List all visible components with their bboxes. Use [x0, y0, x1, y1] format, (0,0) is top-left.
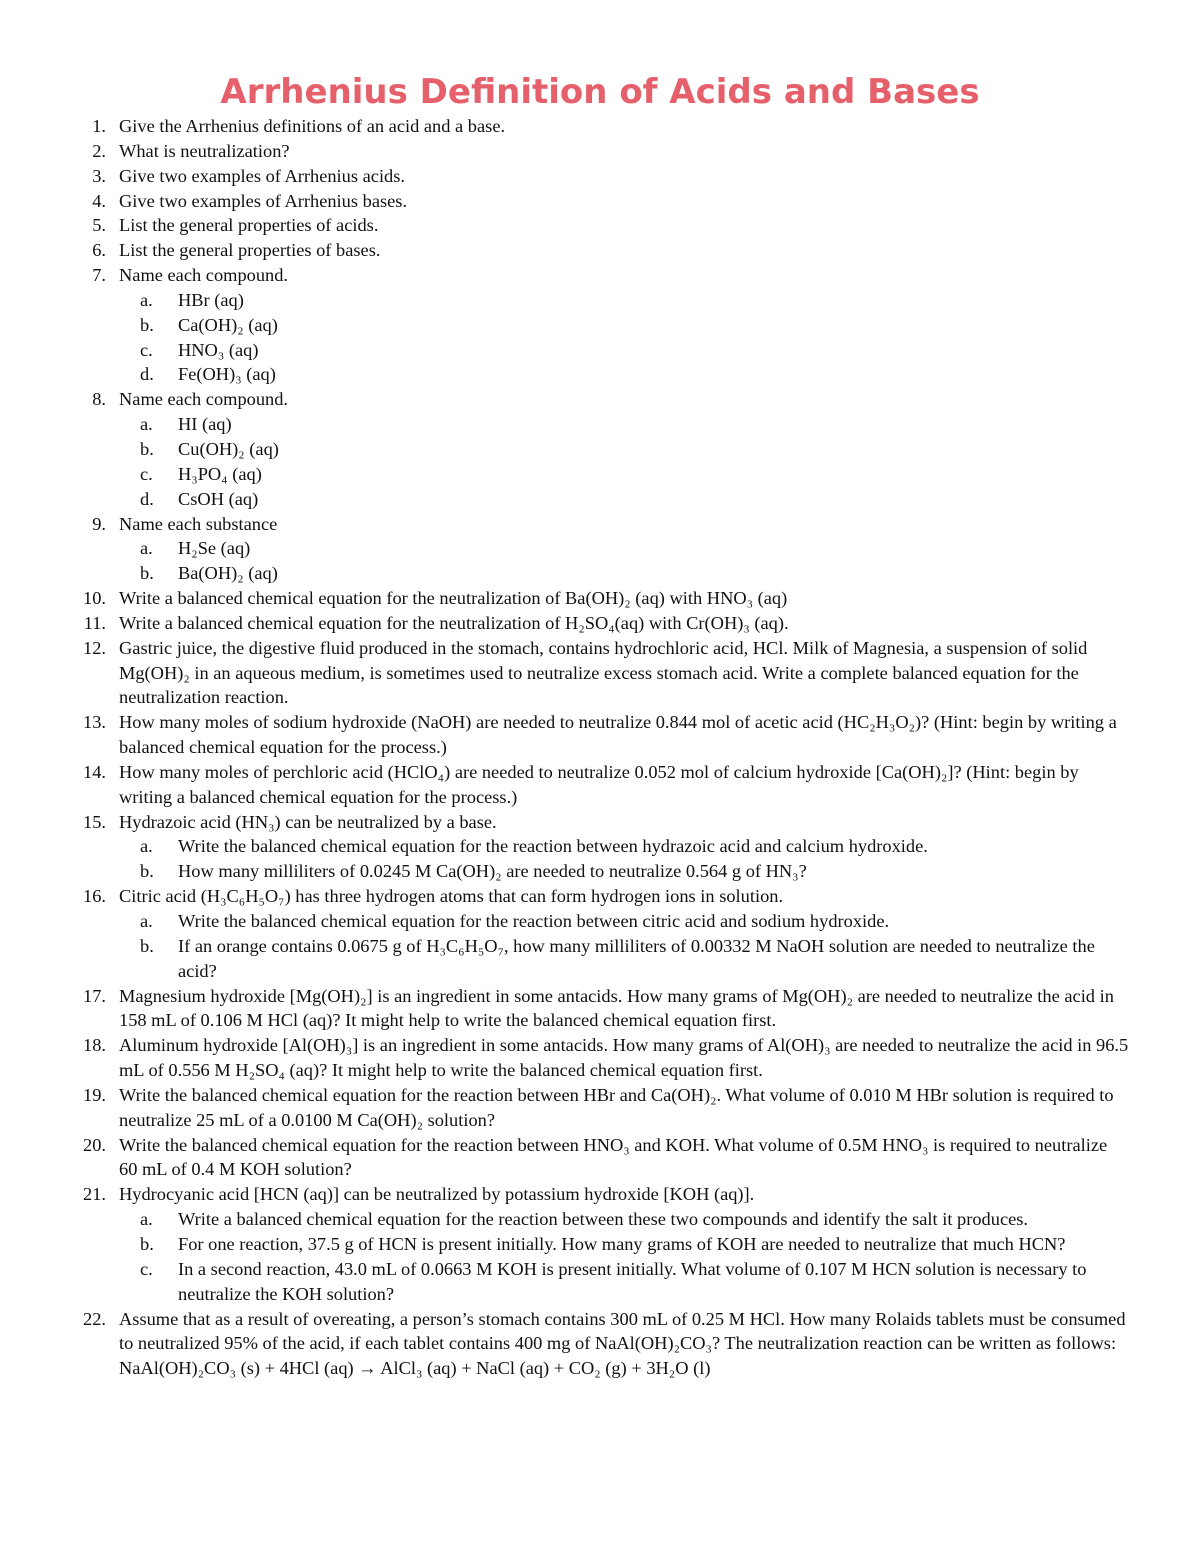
- sub-question-text: CsOH (aq): [178, 488, 259, 509]
- question-number: 21.: [83, 1184, 106, 1205]
- sub-question-letter: b.: [140, 1233, 154, 1254]
- question-text: Name each compound.: [119, 265, 289, 286]
- sub-question-letter: a.: [140, 911, 153, 931]
- sub-question-item: [140, 934, 1130, 984]
- question-text: List the general properties of acids.: [119, 215, 379, 236]
- question-text: What is neutralization?: [119, 140, 290, 161]
- question-number: 10.: [83, 588, 106, 609]
- question-number: 22.: [83, 1308, 106, 1329]
- question-text: Assume that as a result of overeating, a person’s stomach contains 300 mL of 0.25 M HCl. How many Rolaids tablets must be consumed to neutralized 95% of the acid, if each tablet contains 400 mg of NaAl(OH)₂CO₃? The neutralization reaction can be written as follows:: [119, 1308, 1126, 1354]
- sub-question-text: HI (aq): [178, 414, 232, 435]
- sub-question-letter: c.: [140, 1258, 153, 1279]
- question-text: Name each compound.: [119, 389, 289, 410]
- sub-question-letter: b.: [140, 935, 154, 956]
- sub-question-letter: a.: [140, 289, 153, 310]
- question-item: [70, 710, 1130, 760]
- question-item: [70, 139, 1130, 164]
- question-item: [70, 884, 1130, 909]
- question-text: How many moles of perchloric acid (HClO₄) are needed to neutralize 0.052 mol of calcium hydroxide [Ca(OH)₂]? (Hint: begin by writing a balanced chemical equation for the process.): [119, 761, 1079, 807]
- question-item: [70, 586, 1130, 611]
- question-text: Give two examples of Arrhenius acids.: [119, 165, 406, 186]
- question-item: [70, 263, 1130, 288]
- sub-question-text: H₂Se (aq): [178, 538, 251, 559]
- question-number: 2.: [92, 140, 106, 161]
- question-number: 11.: [83, 612, 106, 633]
- question-item: [70, 213, 1130, 238]
- sub-question-text: HNO₃ (aq): [178, 339, 259, 360]
- sub-question-letter: c.: [140, 463, 153, 484]
- question-text: Hydrazoic acid (HN₃) can be neutralized by a base.: [119, 811, 497, 832]
- question-number: 14.: [83, 761, 106, 782]
- question-text: Give the Arrhenius definitions of an acid and a base.: [119, 116, 506, 136]
- sub-question-text: Write the balanced chemical equation for the reaction between hydrazoic acid and calcium hydroxide.: [178, 836, 928, 857]
- sub-question-item: [140, 313, 1130, 338]
- question-item: [70, 810, 1130, 835]
- sub-question-letter: a.: [140, 538, 153, 559]
- question-text: Write the balanced chemical equation for the reaction between HNO₃ and KOH. What volume of 0.5M HNO₃ is required to neutralize 60 mL of 0.4 M KOH solution?: [119, 1134, 1108, 1180]
- question-text: Magnesium hydroxide [Mg(OH)₂] is an ingredient in some antacids. How many grams of Mg(OH)₂ are needed to neutralize the acid in 158 mL of 0.106 M HCl (aq)? It might help to write the balanced chemical equation first.: [119, 985, 1114, 1031]
- question-number: 1.: [92, 116, 106, 136]
- question-number: 16.: [83, 886, 106, 907]
- question-number: 15.: [83, 811, 106, 832]
- sub-question-text: Cu(OH)₂ (aq): [178, 438, 279, 459]
- question-item: [70, 984, 1130, 1034]
- sub-question-item: [140, 462, 1130, 487]
- sub-question-letter: a.: [140, 836, 153, 857]
- sub-question-letter: d.: [140, 488, 154, 509]
- question-item: [70, 760, 1130, 810]
- question-item: [70, 238, 1130, 263]
- question-item: [70, 1133, 1130, 1183]
- question-item: [70, 387, 1130, 412]
- question-number: 3.: [92, 165, 106, 186]
- question-number: 6.: [92, 240, 106, 261]
- question-item: [70, 636, 1130, 711]
- sub-question-letter: b.: [140, 438, 154, 459]
- question-number: 18.: [83, 1035, 106, 1056]
- reaction-equation: NaAl(OH)₂CO₃ (s) + 4HCl (aq) → AlCl₃ (aq) + NaCl (aq) + CO₂ (g) + 3H₂O (l): [119, 1358, 711, 1379]
- question-list: [70, 114, 1130, 1356]
- sub-question-item: [140, 909, 1130, 934]
- sub-question-letter: b.: [140, 314, 154, 335]
- question-text: Name each substance: [119, 513, 278, 534]
- sub-question-item: [140, 288, 1130, 313]
- sub-question-item: [140, 1207, 1130, 1232]
- sub-question-item: [140, 536, 1130, 561]
- question-number: 7.: [92, 265, 106, 286]
- question-item: [70, 1083, 1130, 1133]
- sub-question-text: In a second reaction, 43.0 mL of 0.0663 M KOH is present initially. What volume of 0.107 M HCN solution is necessary to neutralize the KOH solution?: [178, 1258, 1087, 1304]
- sub-question-text: Fe(OH)₃ (aq): [178, 364, 276, 385]
- question-text: Write a balanced chemical equation for the neutralization of H₂SO₄(aq) with Cr(OH)₃ (aq).: [119, 612, 789, 633]
- question-number: 20.: [83, 1134, 106, 1155]
- question-number: 8.: [92, 389, 106, 410]
- question-text: Hydrocyanic acid [HCN (aq)] can be neutralized by potassium hydroxide [KOH (aq)].: [119, 1184, 755, 1205]
- question-number: 19.: [83, 1084, 106, 1105]
- sub-question-letter: d.: [140, 364, 154, 385]
- question-number: 12.: [83, 637, 106, 658]
- sub-question-letter: a.: [140, 414, 153, 435]
- question-number: 5.: [92, 215, 106, 236]
- question-text: Give two examples of Arrhenius bases.: [119, 190, 408, 211]
- sub-question-item: [140, 338, 1130, 363]
- question-item: [70, 1307, 1130, 1357]
- sub-question-text: Ca(OH)₂ (aq): [178, 314, 278, 335]
- sub-question-item: [140, 1232, 1130, 1257]
- question-text: Gastric juice, the digestive fluid produced in the stomach, contains hydrochloric acid, HCl. Milk of Magnesia, a suspension of solid Mg(OH)₂ in an aqueous medium, is sometimes used to neutralize excess stomach acid. Write a complete balanced equation for the neutralization reaction.: [119, 637, 1088, 708]
- question-number: 13.: [83, 712, 106, 733]
- question-text: Citric acid (H₃C₆H₅O₇) has three hydrogen atoms that can form hydrogen ions in solution.: [119, 886, 784, 907]
- sub-question-text: Write the balanced chemical equation for the reaction between citric acid and sodium hydroxide.: [178, 911, 890, 931]
- sub-question-letter: b.: [140, 861, 154, 882]
- sub-question-item: [140, 362, 1130, 387]
- sub-question-text: How many milliliters of 0.0245 M Ca(OH)₂ are needed to neutralize 0.564 g of HN₃?: [178, 861, 807, 882]
- sub-question-text: Ba(OH)₂ (aq): [178, 563, 278, 584]
- question-number: 9.: [92, 513, 106, 534]
- sub-question-item: [140, 1257, 1130, 1307]
- sub-question-item: [140, 437, 1130, 462]
- page-title: Arrhenius Definition of Acids and Bases: [220, 72, 980, 112]
- question-number: 17.: [83, 985, 106, 1006]
- sub-question-letter: c.: [140, 339, 153, 360]
- sub-question-text: If an orange contains 0.0675 g of H₃C₆H₅O₇, how many milliliters of 0.00332 M NaOH solution are needed to neutralize the acid?: [178, 935, 1095, 981]
- sub-question-item: [140, 561, 1130, 586]
- question-text: List the general properties of bases.: [119, 240, 381, 261]
- question-number: 4.: [92, 190, 106, 211]
- question-item: [70, 1182, 1130, 1207]
- question-text: Write a balanced chemical equation for the neutralization of Ba(OH)₂ (aq) with HNO₃ (aq): [119, 588, 788, 609]
- question-item: [70, 611, 1130, 636]
- question-text: Aluminum hydroxide [Al(OH)₃] is an ingredient in some antacids. How many grams of Al(OH)₃ are needed to neutralize the acid in 96.5 mL of 0.556 M H₂SO₄ (aq)? It might help to write the balanced chemical equation first.: [119, 1035, 1129, 1081]
- question-item: [70, 189, 1130, 214]
- question-item: [70, 164, 1130, 189]
- question-item: [70, 1033, 1130, 1083]
- sub-question-text: HBr (aq): [178, 289, 244, 310]
- question-text: How many moles of sodium hydroxide (NaOH) are needed to neutralize 0.844 mol of acetic acid (HC₂H₃O₂)? (Hint: begin by writing a balanced chemical equation for the process.): [119, 712, 1117, 758]
- sub-question-text: For one reaction, 37.5 g of HCN is present initially. How many grams of KOH are needed to neutralize that much HCN?: [178, 1233, 1066, 1254]
- sub-question-item: [140, 859, 1130, 884]
- sub-question-text: Write a balanced chemical equation for the reaction between these two compounds and identify the salt it produces.: [178, 1209, 1029, 1230]
- sub-question-letter: b.: [140, 563, 154, 584]
- sub-question-text: H₃PO₄ (aq): [178, 463, 262, 484]
- sub-question-item: [140, 834, 1130, 859]
- question-text: Write the balanced chemical equation for the reaction between HBr and Ca(OH)₂. What volume of 0.010 M HBr solution is required to neutralize 25 mL of a 0.0100 M Ca(OH)₂ solution?: [119, 1084, 1114, 1130]
- question-item: [70, 114, 1130, 139]
- question-item: [70, 512, 1130, 537]
- sub-question-item: [140, 412, 1130, 437]
- sub-question-letter: a.: [140, 1209, 153, 1230]
- sub-question-item: [140, 487, 1130, 512]
